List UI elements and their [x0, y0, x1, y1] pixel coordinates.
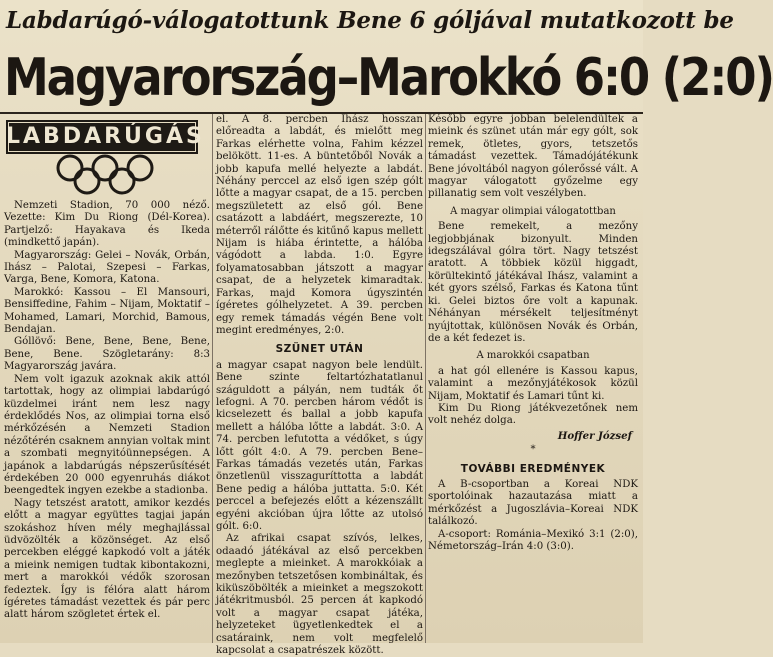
article-paragraph: Bene remekelt, a mezőny legjobbjának bizonyult. Minden idegszálával gólra tört. Nagy tetszést aratott. A többiek közül higgadt, körültekintő játékával Ihász, valamint a két gyors szélső, Farkas és Katona tűnt ki. Gelei biztos őre volt a kapunak. Néhányan mérsékelt teljesítményt nyújtottak, különösen Novák és Orbán, de a két fedezet is. [428, 221, 638, 344]
article-paragraph: Később egyre jobban belelendültek a mieink és szünet után már egy gólt, sok remek, ötletes, gyors, tetszetős támadást vezettek. Támadójátékunk Bene jóvoltából nagyon gólerőssé vált. A magyar válogatott győzelme egy pillanatig sem volt veszélyben. [428, 114, 638, 200]
subheading-hungarian-team: A magyar olimpiai válogatottban [450, 205, 616, 217]
scorers: Góllövő: Bene, Bene, Bene, Bene, Bene, Bene. Szögletarány: 8:3 Magyarország javára. [4, 336, 210, 373]
article-paragraph: el. A 8. percben Ihász hosszan előreadta a labdát, és mielőtt meg Farkas elérhette volna, Fahim kézzel belökött. 11-es. A büntetőből Novák a jobb kapufa mellé helyezte a labdát. Néhány perccel az első igen szép gólt lőtte a magyar csapat, de a 15. percben megszületett az első gól. Bene csatázott a labdáért, megszerezte, 10 méterről rálőtte és kitűnő kapus mellett Nijam is hiába érintette, a hálóba vágódott a labda. 1:0. Egyre folyamatosabban játszott a magyar csapat, de a helyzetek kimaradtak. Farkas, majd Komora úgyszintén ígéretes gólhelyzetet. A 39. percben egy remek támadás végén Bene volt megint eredményes, 2:0. [216, 114, 423, 336]
section-logo [6, 118, 205, 196]
column-divider [212, 114, 213, 643]
article-paragraph: a hat gól ellenére is Kassou kapus, valamint a mezőnyjátékosok közül Nijam, Moktatif és Lamari tűnt ki. [428, 365, 638, 402]
column-2 [216, 114, 423, 657]
article-paragraph: Nagy tetszést aratott, amikor kezdés előtt a magyar együttes tagjai japán szokáshoz híven mély meghajlással üdvözölték a közönséget. Az első percekben eléggé kapkodó volt a játék a mieink nemigen tudtak kibontakozni, mert a marokkói védők szorosan fedeztek. Így is félóra alatt három ígéretes támadást vezettek és pár perc alatt három szögletet értek el. [4, 497, 210, 621]
article-paragraph: Az afrikai csapat szívós, lelkes, odaadó játékával az első percekben meglepte a mieinket. A marokkóiak a mezőnyben tetszetősen kombináltak, és kiküszöbölték a mieinket a megszokott játékritmusból. 25 percen át kapkodó volt a magyar csapat játéka, helyzeteket ügyetlenkedtek el a csatáraink, nem volt megfelelő kapcsolat a csapatrészek között. [216, 533, 423, 657]
column-1 [4, 114, 210, 643]
subheading-moroccan-team: A marokkói csapatban [476, 350, 590, 362]
match-info: Nemzeti Stadion, 70 000 néző. Vezette: Kim Du Riong (Dél-Korea). Partjelző: Hayakava és Ikeda (mindkettő japán). [4, 200, 210, 249]
main-headline: Magyarország–Marokkó 6:0 (2:0) [4, 46, 773, 108]
logo-text: LABDARÚGÁS [6, 124, 205, 149]
subheading-halftime: SZÜNET UTÁN [275, 343, 364, 356]
article-paragraph: a magyar csapat nagyon bele lendült. Bene szinte feltartózhatatlanul száguldott a pályán, nem tudták őt lefogni. A 70. percben három védőt is kicselezett és ballal a jobb kapufa mellett a hálóba lőtte a labdát. 3:0. A 74. percben lefutotta a védőket, s úgy lőtt gólt 4:0. A 79. percben Bene–Farkas támadás vezetés után, Farkas önzetlenül visszaguríttotta a labdát Bene pedig a hálóba juttatta. 5:0. Két perccel a befejezés előtt a kézenszállt egyéni akcióban újra lőtte az utolsó gólt. 6:0. [216, 359, 423, 532]
author-signature: Hoffer József [557, 429, 632, 442]
results-paragraph: A-csoport: Románia–Mexikó 3:1 (2:0), Németország–Irán 4:0 (3:0). [428, 528, 638, 552]
olympic-rings-icon [50, 153, 160, 197]
column-3 [428, 114, 638, 643]
column-divider [425, 114, 426, 643]
lineup-hungary: Magyarország: Gelei – Novák, Orbán, Ihász – Palotai, Szepesi – Farkas, Varga, Bene, Komora, Katona. [4, 249, 210, 286]
lineup-morocco: Marokkó: Kassou – El Mansouri, Bensiffedine, Fahim – Nijam, Moktatif – Mohamed, Lamari, Morchid, Bamous, Bendajan. [4, 286, 210, 336]
subheading-other-results: TOVÁBBI EREDMÉNYEK [460, 462, 606, 475]
results-paragraph: A B-csoportban a Koreai NDK sportolóinak hazautazása miatt a mérkőzést a Jugoszlávia–Koreai NDK találkozó. [428, 478, 638, 528]
kicker-headline: Labdarúgó-válogatottunk Bene 6 góljával mutatkozott be [6, 7, 734, 34]
star-separator: * [530, 444, 536, 456]
article-paragraph: Kim Du Riong játékvezetőnek nem volt nehéz dolga. [428, 402, 638, 427]
article-paragraph: Nem volt igazuk azoknak akik attól tartottak, hogy az olimpiai labdarúgó küzdelmei iránt nem lesz nagy érdeklődés Nos, az olimpiai torna első mérkőzésén a Nemzeti Stadion nézőtérén csaknem annyian voltak mint a szombati megnyitóünnepségen. A japánok a labdarúgás népszerűsítését érdekében 20 000 egyenruhás diákot beengedtek ingyen ezekbe a stadionba. [4, 373, 210, 497]
